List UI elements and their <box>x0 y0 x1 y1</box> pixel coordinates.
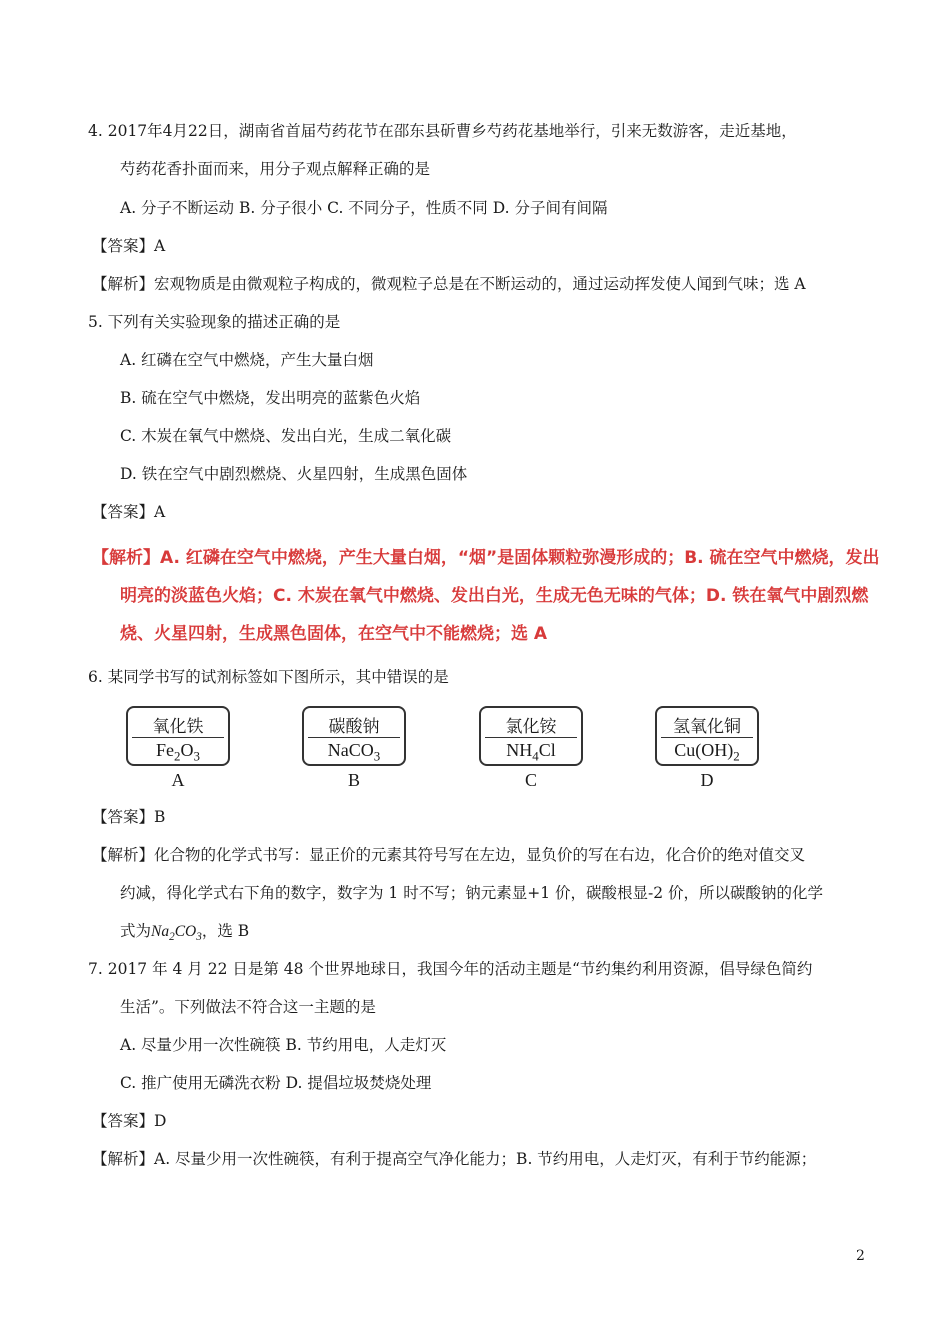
reagent-name: 碳酸钠 <box>328 717 380 737</box>
q4-options: A. 分子不断运动 B. 分子很小 C. 不同分子，性质不同 D. 分子间有间隔 <box>120 199 608 217</box>
reagent-label-d <box>655 706 759 766</box>
q6-analysis-line1: 【解析】化合物的化学式书写：显正价的元素其符号写在左边，显负价的写在右边，化合价的绝对值交叉 <box>92 846 806 864</box>
q5-analysis-line3: 烧、火星四射，生成黑色固体，在空气中不能燃烧；选 A <box>120 624 548 644</box>
q5-stem: 5. 下列有关实验现象的描述正确的是 <box>88 313 341 331</box>
analysis-prefix: 式为 <box>120 922 152 940</box>
q6-analysis-line2: 约减，得化学式右下角的数字，数字为 1 时不写；钠元素显+1 价，碳酸根显-2 价，所以碳酸钠的化学 <box>120 884 824 902</box>
reagent-label-a <box>126 706 230 766</box>
q5-analysis-line2: 明亮的淡蓝色火焰；C. 木炭在氧气中燃烧、发出白光，生成无色无味的气体；D. 铁在氧气中剧烈燃 <box>120 586 869 606</box>
analysis-suffix: ，选 B <box>201 922 250 940</box>
label-divider <box>308 737 400 738</box>
q6-analysis-line3 <box>120 920 249 948</box>
q5-answer: 【答案】A <box>92 503 166 521</box>
label-letter-c: C <box>524 770 537 790</box>
q7-answer: 【答案】D <box>92 1112 167 1130</box>
q7-options-row2: C. 推广使用无磷洗衣粉 D. 提倡垃圾焚烧处理 <box>120 1074 432 1092</box>
reagent-formula: $NH_4Cl$ <box>506 740 556 764</box>
na2co3-formula: $Na_2CO_3$ <box>151 923 202 944</box>
reagent-formula: $Cu(OH)_2$ <box>674 740 740 764</box>
label-letter-b: B <box>347 770 360 790</box>
q7-options-row1: A. 尽量少用一次性碗筷 B. 节约用电，人走灯灭 <box>120 1036 447 1054</box>
q5-analysis-line1: 【解析】A. 红磷在空气中燃烧，产生大量白烟，“烟”是固体颗粒弥漫形成的；B. 硫在空气中燃烧，发出 <box>92 548 880 568</box>
q7-analysis: 【解析】A. 尽量少用一次性碗筷，有利于提高空气净化能力；B. 节约用电，人走灯灭，有利于节约能源； <box>92 1150 817 1168</box>
q4-analysis: 【解析】宏观物质是由微观粒子构成的，微观粒子总是在不断运动的，通过运动挥发使人闻到气味；选 A <box>92 275 806 293</box>
q6-answer: 【答案】B <box>92 808 166 826</box>
q7-stem-line2: 生活”。下列做法不符合这一主题的是 <box>120 998 376 1016</box>
reagent-name: 氢氧化铜 <box>673 717 741 737</box>
q6-stem: 6. 某同学书写的试剂标签如下图所示，其中错误的是 <box>88 668 449 686</box>
reagent-label-c <box>479 706 583 766</box>
label-divider <box>661 737 753 738</box>
reagent-formula: NaCO$_3$ <box>327 740 381 764</box>
label-divider <box>485 737 577 738</box>
reagent-label-b <box>302 706 406 766</box>
reagent-formula: $Fe_2O_3$ <box>156 740 200 764</box>
q7-stem-line1: 7. 2017 年 4 月 22 日是第 48 个世界地球日，我国今年的活动主题是“节约集约利用资源，倡导绿色简约 <box>88 960 813 978</box>
label-letter-a: A <box>171 770 185 790</box>
label-letter-d: D <box>700 770 714 790</box>
q4-stem-line1: 4. 2017年4月22日，湖南省首届芍药花节在邵东县斫曹乡芍药花基地举行，引来无数游客，走近基地， <box>88 122 797 140</box>
q5-option-a: A. 红磷在空气中燃烧，产生大量白烟 <box>120 351 374 369</box>
reagent-name: 氧化铁 <box>152 717 204 737</box>
q5-option-d: D. 铁在空气中剧烈燃烧、火星四射，生成黑色固体 <box>120 465 468 483</box>
q4-answer: 【答案】A <box>92 237 166 255</box>
q5-option-c: C. 木炭在氧气中燃烧、发出白光，生成二氧化碳 <box>120 427 452 445</box>
page-number: 2 <box>856 1248 865 1264</box>
q5-option-b: B. 硫在空气中燃烧，发出明亮的蓝紫色火焰 <box>120 389 421 407</box>
reagent-name: 氯化铵 <box>505 717 557 737</box>
q4-stem-line2: 芍药花香扑面而来，用分子观点解释正确的是 <box>120 160 431 178</box>
label-divider <box>132 737 224 738</box>
